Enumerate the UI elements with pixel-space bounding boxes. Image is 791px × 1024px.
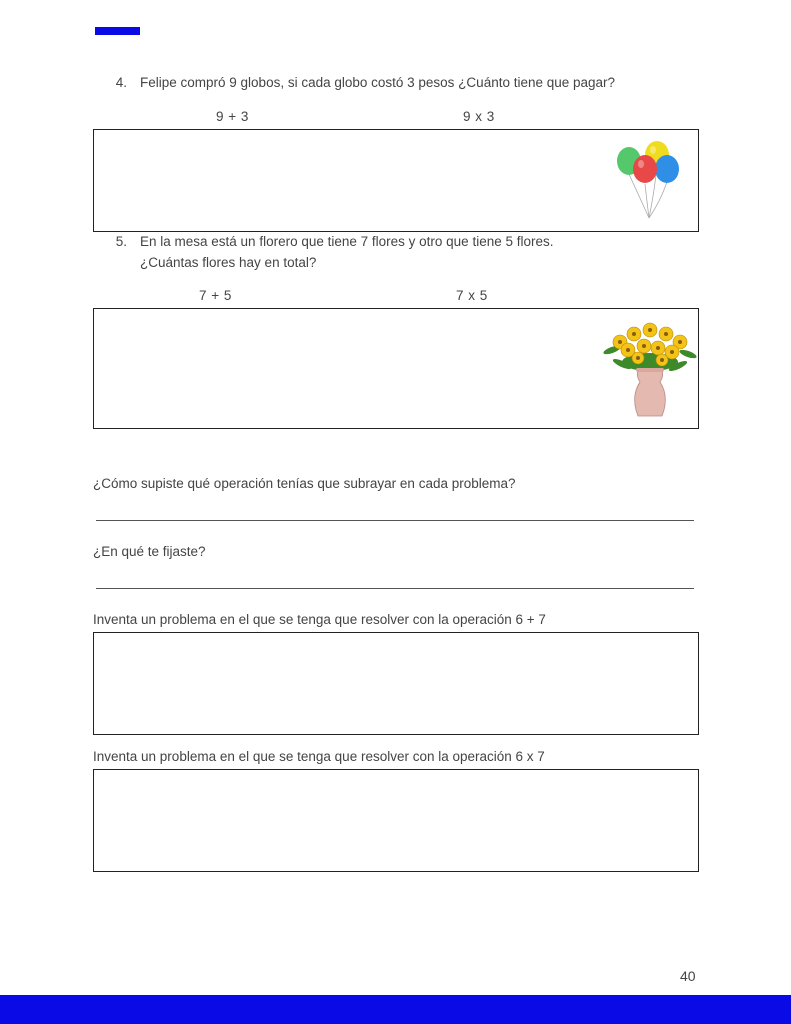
header-accent-bar (95, 27, 140, 35)
invent-product-prompt: Inventa un problema en el que se tenga que resolver con la operación 6 x 7 (93, 749, 545, 764)
problem-4-text: Felipe compró 9 globos, si cada globo costó 3 pesos ¿Cuánto tiene que pagar? (140, 75, 616, 90)
problem-4-answer-box[interactable] (93, 129, 699, 232)
problem-5-option-product[interactable]: 7 x 5 (456, 288, 488, 303)
problem-4-option-product[interactable]: 9 x 3 (463, 109, 495, 124)
flower-vase-icon (602, 320, 698, 420)
reflection-answer-line-1[interactable] (96, 520, 694, 521)
problem-5-text-line1: En la mesa está un florero que tiene 7 flores y otro que tiene 5 flores. (140, 234, 554, 249)
problem-5-option-sum[interactable]: 7 + 5 (199, 288, 232, 303)
invent-sum-prompt: Inventa un problema en el que se tenga que resolver con la operación 6 + 7 (93, 612, 546, 627)
problem-4-option-sum[interactable]: 9 + 3 (216, 109, 249, 124)
problem-5-text-line2: ¿Cuántas flores hay en total? (140, 255, 317, 270)
reflection-question-1: ¿Cómo supiste qué operación tenías que subrayar en cada problema? (93, 476, 516, 491)
balloons-icon (612, 138, 686, 222)
reflection-question-2: ¿En qué te fijaste? (93, 544, 206, 559)
reflection-answer-line-2[interactable] (96, 588, 694, 589)
invent-sum-answer-box[interactable] (93, 632, 699, 735)
footer-accent-bar (0, 995, 791, 1024)
invent-product-answer-box[interactable] (93, 769, 699, 872)
problem-4-number: 4. (115, 75, 127, 90)
problem-5-number: 5. (115, 234, 127, 249)
page-number: 40 (680, 968, 696, 984)
